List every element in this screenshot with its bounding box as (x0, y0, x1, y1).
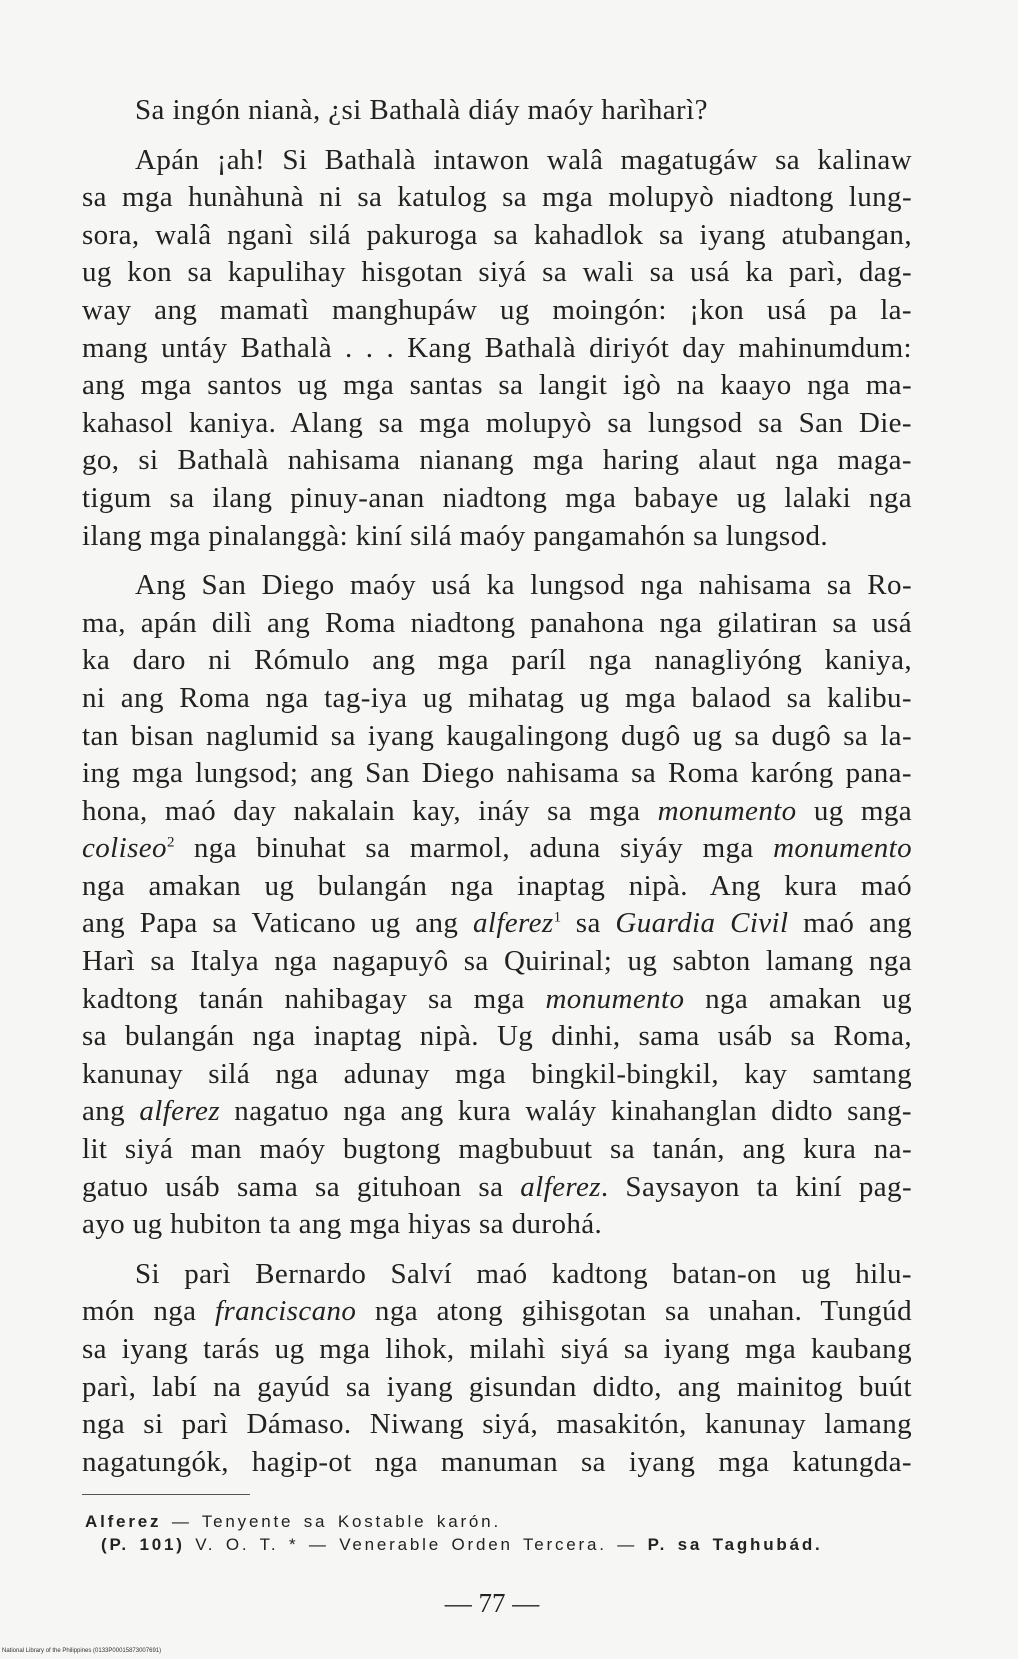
text-line (82, 254, 912, 292)
text-line (82, 1056, 912, 1094)
text-line (82, 480, 912, 518)
text-run: sora, walâ nganì silá pakuroga sa kahadlok sa iyang atubangan, (82, 218, 912, 251)
emphasized-text: alferez (139, 1095, 221, 1128)
text-run: nga amakan ug (684, 982, 912, 1015)
text-run: Si parì Bernardo Salví maó kadtong batan-on ug hilu- (135, 1257, 912, 1290)
text-line (82, 1169, 912, 1207)
library-stamp: National Library of the Philippines (0133P00015873007691) (2, 1648, 162, 1654)
text-run: ang Papa sa Vaticano ug ang (82, 907, 473, 940)
text-run: ka daro ni Rómulo ang mga paríl nga nanagliyóng kaniya, (82, 644, 912, 677)
emphasized-text: alferez (472, 907, 554, 940)
text-line (82, 830, 912, 868)
footnote-marker: 1 (553, 909, 562, 926)
text-line (82, 868, 912, 906)
emphasized-text: alferez (520, 1170, 601, 1203)
page-number: — 77 — (444, 1588, 540, 1618)
footnote-marker: 2 (166, 834, 175, 851)
text-run: Ang San Diego maóy usá ka lungsod nga nahisama sa Ro- (135, 569, 912, 602)
text-run: ug mga (796, 794, 912, 827)
text-line (82, 1093, 912, 1131)
text-run: ayo ug hubiton ta ang mga hiyas sa durohá. (82, 1208, 603, 1241)
text-line (82, 943, 912, 981)
text-run: — Tenyente sa Kostable karón. (161, 1512, 501, 1531)
text-line (82, 718, 912, 756)
text-run: món nga (82, 1295, 215, 1328)
bold-text: P. sa Taghubád. (647, 1535, 823, 1554)
text-run: nga amakan ug bulangán nga inaptag nipà. Ang kura maó (82, 869, 912, 902)
text-run: go, si Bathalà nahisama nianang mga haring alaut nga maga- (82, 444, 912, 477)
text-line (82, 793, 912, 831)
text-line (82, 1131, 912, 1169)
text-run: sa bulangán nga inaptag nipà. Ug dinhi, sama usáb sa Roma, (82, 1020, 912, 1053)
text-line (82, 1406, 912, 1444)
text-run: nga atong gihisgotan sa unahan. Tungúd (356, 1295, 912, 1328)
emphasized-text: monumento (545, 982, 685, 1015)
text-run: maó ang (788, 907, 912, 940)
footnote-line (85, 1533, 945, 1556)
text-line (82, 367, 912, 405)
text-line (82, 179, 912, 217)
text-line (82, 1369, 912, 1407)
text-run: V. O. T. * — Venerable Orden Tercera. — (184, 1535, 648, 1554)
text-run: nagatuo nga ang kura waláy kinahanglan didto sang- (220, 1095, 912, 1128)
text-run: Apán ¡ah! Si Bathalà intawon walâ magatugáw sa kalinaw (135, 143, 912, 176)
text-run: sa iyang tarás ug mga lihok, milahì siyá sa iyang mga kaubang (82, 1333, 912, 1365)
text-line (82, 217, 912, 255)
text-run: Harì sa Italya nga nagapuyô sa Quirinal; ug sabton lamang nga (82, 945, 912, 978)
text-line (82, 567, 912, 605)
text-run: way ang mamatì manghupáw ug moingón: ¡kon usá pa la- (82, 293, 912, 326)
text-run: ni ang Roma nga tag-iya ug mihatag ug mga balaod sa kalibu- (82, 681, 912, 714)
footnote-line (85, 1510, 945, 1533)
paragraph (82, 1256, 912, 1482)
text-run: tigum sa ilang pinuy-anan niadtong mga babaye ug lalaki nga (82, 481, 912, 514)
text-run: sa (561, 907, 616, 940)
text-line (82, 981, 912, 1019)
text-run: hona, maó day nakalain kay, ináy sa mga (82, 794, 658, 827)
text-line (82, 1018, 912, 1056)
text-run: kadtong tanán nahibagay sa mga (82, 982, 546, 1015)
emphasized-text: monumento (773, 832, 912, 865)
paragraph (82, 142, 912, 556)
emphasized-text: coliseo (82, 832, 167, 865)
text-run: ang (82, 1095, 140, 1128)
text-run: ug kon sa kapulihay hisgotan siyá sa wali sa usá ka parì, dag- (82, 256, 912, 289)
text-run: tan bisan naglumid sa iyang kaugalingong dugô ug sa dugô sa la- (82, 719, 912, 752)
text-line (82, 92, 912, 130)
text-line (82, 442, 912, 480)
bold-text: (P. 101) (101, 1535, 185, 1554)
text-line (82, 330, 912, 368)
text-line (82, 518, 912, 556)
text-run: nga si parì Dámaso. Niwang siyá, masakitón, kanunay lamang (82, 1408, 912, 1441)
text-line (82, 292, 912, 330)
footnotes (85, 1510, 945, 1556)
text-line (82, 405, 912, 443)
paragraph (82, 567, 912, 1244)
text-run: ang mga santos ug mga santas sa langit igò na kaayo nga ma- (82, 369, 912, 402)
text-run: gatuo usáb sama sa gituhoan sa (82, 1170, 521, 1203)
text-run: nga binuhat sa marmol, aduna siyáy mga (174, 832, 774, 865)
text-run: ma, apán dilì ang Roma niadtong panahona nga gilatiran sa usá (82, 606, 912, 639)
text-line (82, 1293, 912, 1331)
text-run: nagatungók, hagip-ot nga manuman sa iyang mga katungda- (82, 1445, 912, 1478)
text-line (82, 1256, 912, 1294)
text-run: Sa ingón nianà, ¿si Bathalà diáy maóy harìharì? (135, 94, 708, 126)
text-run: parì, labí na gayúd sa iyang gisundan didto, ang mainitog buút (82, 1370, 912, 1403)
text-line (82, 605, 912, 643)
body-text (82, 92, 912, 1481)
text-line (82, 905, 912, 943)
text-line (82, 680, 912, 718)
text-run: ilang mga pinalanggà: kiní silá maóy pangamahón sa lungsod. (82, 519, 829, 552)
paragraph (82, 92, 912, 130)
text-run: sa mga hunàhunà ni sa katulog sa mga molupyò niadtong lung- (82, 181, 912, 214)
text-line (82, 642, 912, 680)
text-run: kanunay silá nga adunay mga bingkil-bingkil, kay samtang (82, 1057, 912, 1090)
text-run: lit siyá man maóy bugtong magbubuut sa tanán, ang kura na- (82, 1133, 912, 1166)
text-line (82, 1331, 912, 1369)
emphasized-text: Guardia Civil (615, 907, 789, 940)
emphasized-text: franciscano (215, 1295, 357, 1328)
text-run: ing mga lungsod; ang San Diego nahisama sa Roma karóng pana- (82, 757, 912, 790)
text-line (82, 755, 912, 793)
text-run: . Saysayon ta kiní pag- (600, 1170, 912, 1203)
text-run: mang untáy Bathalà . . . Kang Bathalà diriyót day mahinumdum: (82, 331, 912, 364)
text-line (82, 1206, 912, 1244)
text-line (82, 142, 912, 180)
text-line (82, 1444, 912, 1482)
emphasized-text: monumento (657, 794, 797, 827)
footnote-separator (82, 1494, 250, 1495)
bold-text: Alferez (85, 1512, 162, 1531)
text-run: kahasol kaniya. Alang sa mga molupyò sa lungsod sa San Die- (82, 406, 912, 439)
